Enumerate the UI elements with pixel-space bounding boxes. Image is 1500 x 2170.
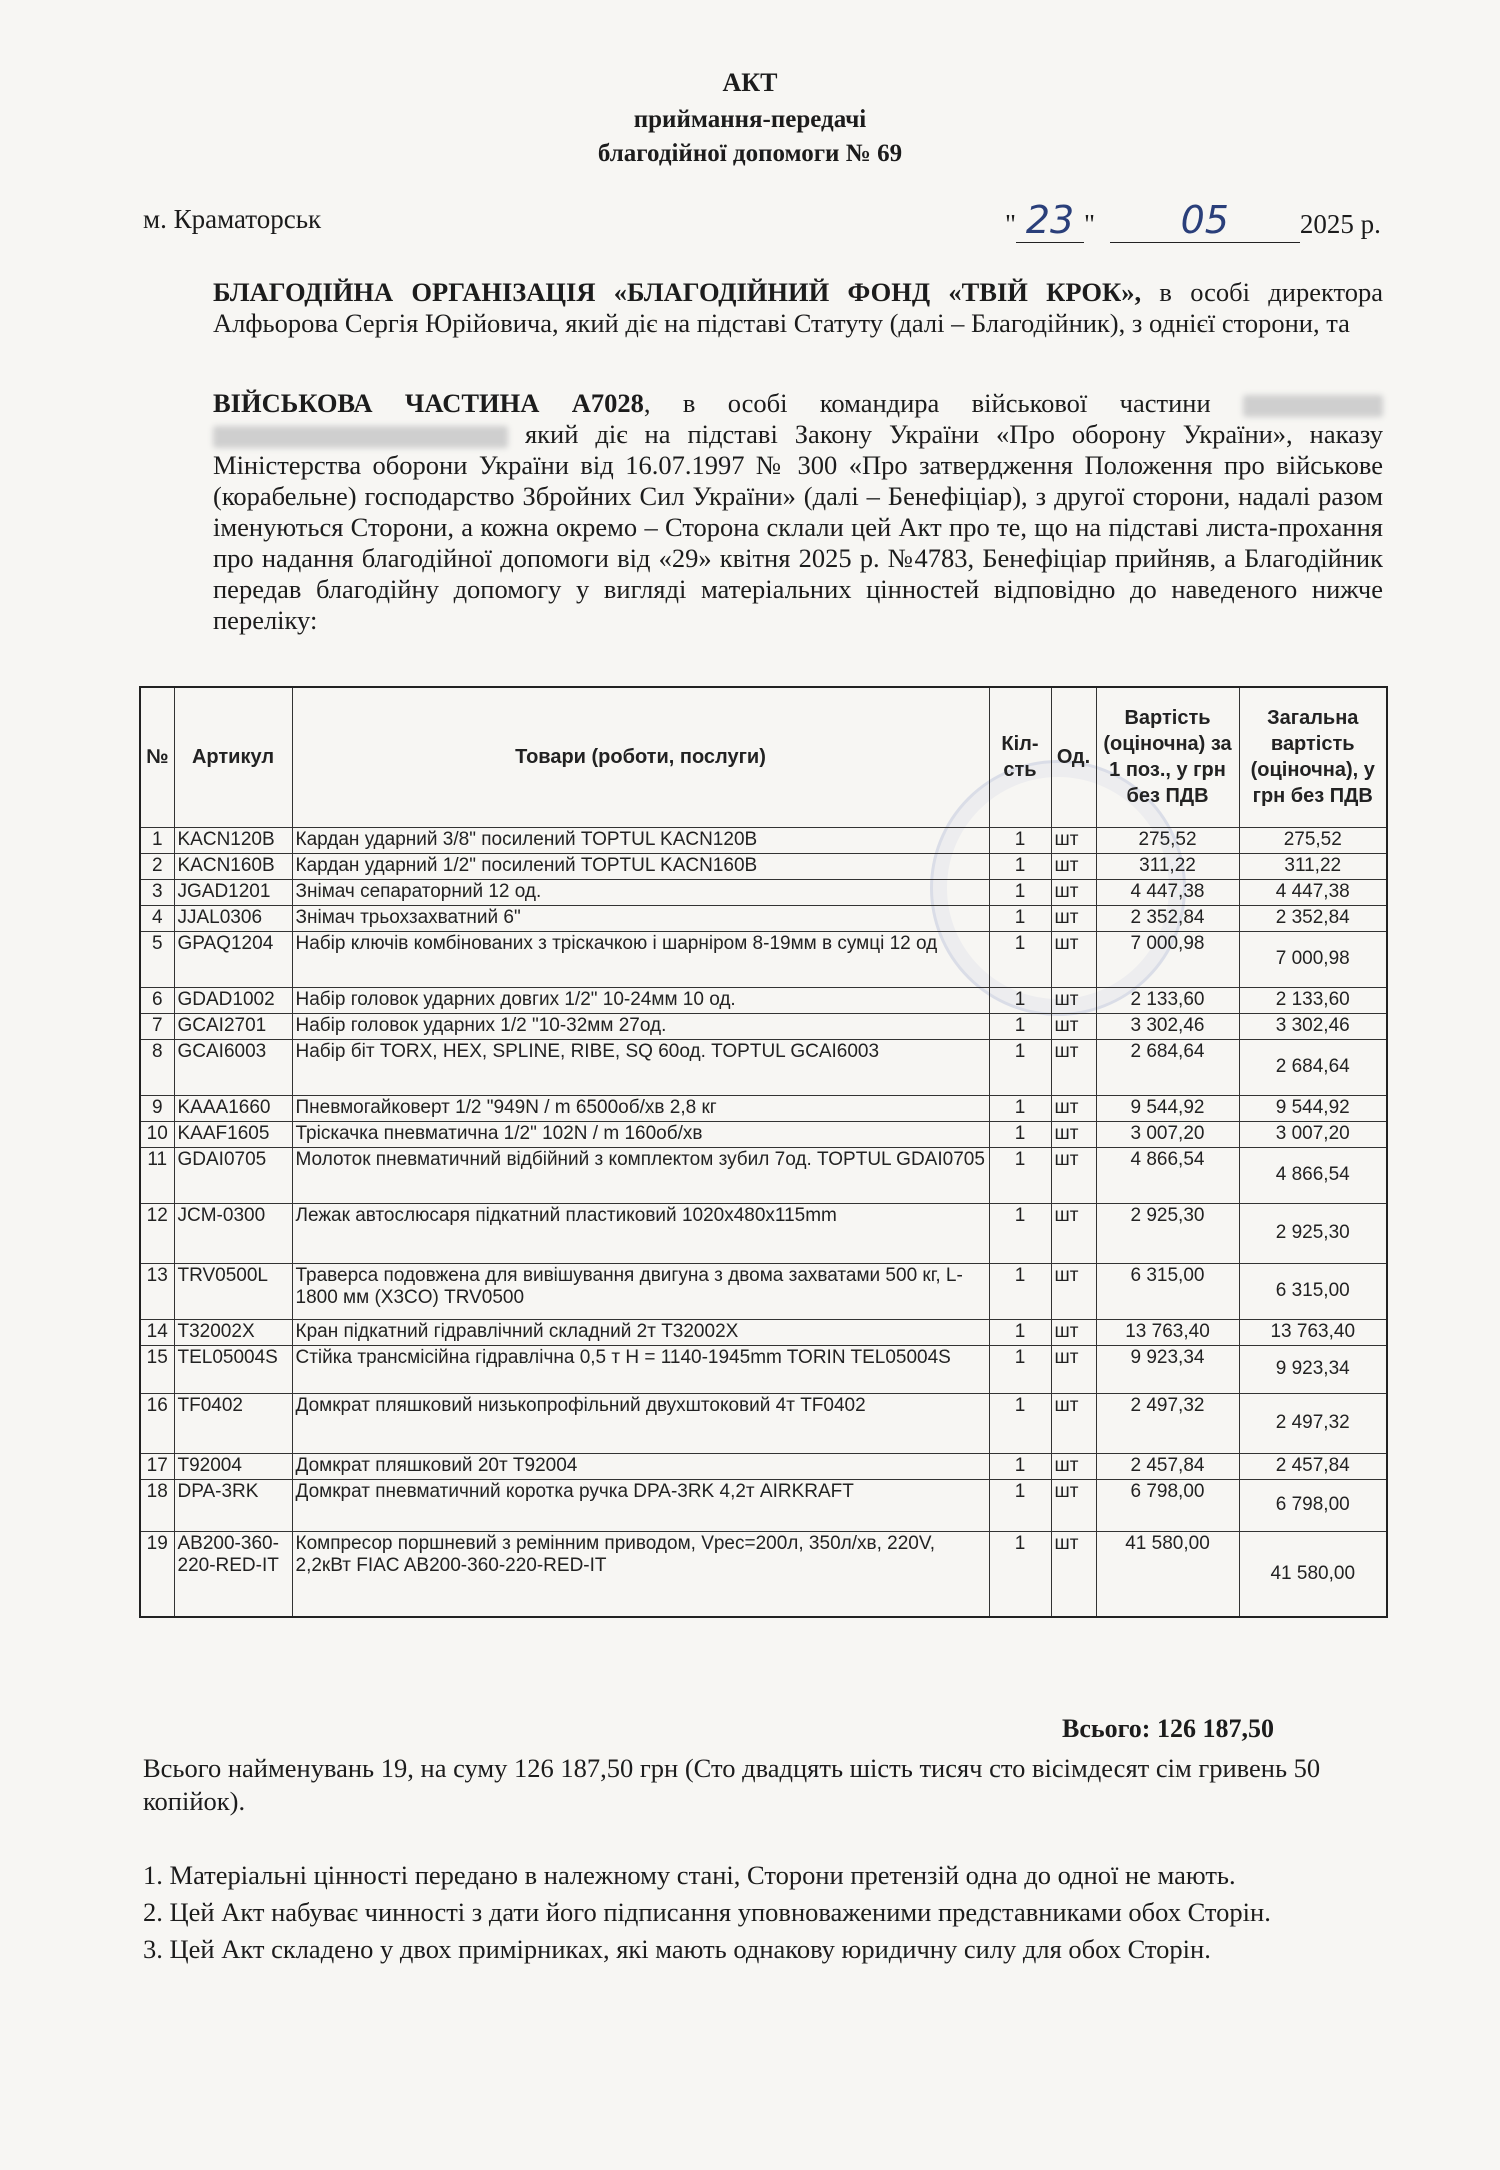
- row-unit: шт: [1051, 1479, 1096, 1531]
- row-goods-name: Набір ключів комбінованих з тріскачкою і шарніром 8-19мм в сумці 12 од: [292, 931, 989, 987]
- table-row: [140, 827, 1387, 853]
- row-qty: 1: [989, 1121, 1051, 1147]
- row-article: AB200-360-220-RED-IT: [174, 1531, 292, 1617]
- row-unit-price: 3 302,46: [1096, 1013, 1239, 1039]
- row-unit: шт: [1051, 931, 1096, 987]
- table-row: [140, 1319, 1387, 1345]
- row-article: T92004: [174, 1453, 292, 1479]
- row-goods-name: Компресор поршневий з ремінним приводом, Vрес=200л, 350л/хв, 220V, 2,2кВт FIAC AB200-360-220-RED-IT: [292, 1531, 989, 1617]
- row-qty: 1: [989, 1393, 1051, 1453]
- row-unit: шт: [1051, 1121, 1096, 1147]
- row-qty: 1: [989, 931, 1051, 987]
- row-goods-name: Лежак автослюсаря підкатний пластиковий 1020х480х115mm: [292, 1203, 989, 1263]
- recipient-text-1: , в особі командира військової частини: [643, 388, 1243, 418]
- row-goods-name: Тріскачка пневматична 1/2" 102N / m 160об/хв: [292, 1121, 989, 1147]
- row-article: JCM-0300: [174, 1203, 292, 1263]
- row-number: 16: [140, 1393, 174, 1453]
- row-goods-name: Домкрат пневматичний коротка ручка DPA-3RK 4,2т AIRKRAFT: [292, 1479, 989, 1531]
- row-total: 275,52: [1239, 827, 1387, 853]
- row-article: GCAI6003: [174, 1039, 292, 1095]
- row-article: GDAD1002: [174, 987, 292, 1013]
- row-article: KAAF1605: [174, 1121, 292, 1147]
- row-qty: 1: [989, 879, 1051, 905]
- row-unit-price: 311,22: [1096, 853, 1239, 879]
- row-goods-name: Стійка трансмісійна гідравлічна 0,5 т H = 1140-1945mm TORIN TEL05004S: [292, 1345, 989, 1393]
- row-total: 311,22: [1239, 853, 1387, 879]
- row-unit: шт: [1051, 1039, 1096, 1095]
- clause-1: 1. Матеріальні цінності передано в належному стані, Сторони претензій одна до одної не мають.: [143, 1860, 1236, 1890]
- date-open-quote: ": [1005, 209, 1017, 239]
- table-row: [140, 1479, 1387, 1531]
- table-row: [140, 1263, 1387, 1319]
- row-goods-name: Набір головок ударних 1/2 "10-32мм 27од.: [292, 1013, 989, 1039]
- row-qty: 1: [989, 905, 1051, 931]
- row-qty: 1: [989, 853, 1051, 879]
- date-day-handwritten: 23: [1025, 198, 1075, 242]
- table-row: [140, 1393, 1387, 1453]
- table-row: [140, 1531, 1387, 1617]
- row-article: GCAI2701: [174, 1013, 292, 1039]
- table-row: [140, 931, 1387, 987]
- row-goods-name: Набір головок ударних довгих 1/2" 10-24мм 10 од.: [292, 987, 989, 1013]
- table-row: [140, 1013, 1387, 1039]
- row-unit-price: 2 133,60: [1096, 987, 1239, 1013]
- table-row: [140, 853, 1387, 879]
- row-total: 9 544,92: [1239, 1095, 1387, 1121]
- goods-table-body: [140, 827, 1387, 1617]
- title-line-1: АКТ: [722, 68, 778, 97]
- row-unit: шт: [1051, 987, 1096, 1013]
- row-article: T32002X: [174, 1319, 292, 1345]
- table-row: [140, 1121, 1387, 1147]
- row-number: 8: [140, 1039, 174, 1095]
- row-goods-name: Домкрат пляшковий 20т T92004: [292, 1453, 989, 1479]
- donor-name: БЛАГОДІЙНА ОРГАНІЗАЦІЯ «БЛАГОДІЙНИЙ ФОНД «ТВІЙ КРОК»,: [213, 277, 1142, 307]
- row-qty: 1: [989, 1531, 1051, 1617]
- col-header-price: Вартість (оціночна) за 1 поз., у грн без ПДВ: [1096, 687, 1239, 827]
- row-unit-price: 7 000,98: [1096, 931, 1239, 987]
- row-total: 6 315,00: [1239, 1263, 1387, 1319]
- row-unit: шт: [1051, 1263, 1096, 1319]
- date-year: 2025 р.: [1299, 209, 1381, 239]
- row-article: KACN120B: [174, 827, 292, 853]
- table-header-row: [140, 687, 1387, 827]
- row-unit-price: 4 866,54: [1096, 1147, 1239, 1203]
- row-unit-price: 9 544,92: [1096, 1095, 1239, 1121]
- row-article: JJAL0306: [174, 905, 292, 931]
- row-unit: шт: [1051, 827, 1096, 853]
- table-row: [140, 1453, 1387, 1479]
- row-unit: шт: [1051, 1203, 1096, 1263]
- recipient-name: ВІЙСЬКОВА ЧАСТИНА А7028: [213, 388, 644, 418]
- row-number: 11: [140, 1147, 174, 1203]
- table-row: [140, 1345, 1387, 1393]
- row-qty: 1: [989, 1203, 1051, 1263]
- row-goods-name: Кран підкатний гідравлічний складний 2т T32002X: [292, 1319, 989, 1345]
- row-number: 9: [140, 1095, 174, 1121]
- row-qty: 1: [989, 1039, 1051, 1095]
- row-goods-name: Пневмогайковерт 1/2 "949N / m 6500об/хв 2,8 кг: [292, 1095, 989, 1121]
- row-number: 3: [140, 879, 174, 905]
- row-total: 9 923,34: [1239, 1345, 1387, 1393]
- row-unit-price: 2 457,84: [1096, 1453, 1239, 1479]
- row-goods-name: Кардан ударний 3/8" посилений TOPTUL KACN120B: [292, 827, 989, 853]
- row-total: 2 457,84: [1239, 1453, 1387, 1479]
- grand-total: Всього: 126 187,50: [1062, 1714, 1274, 1743]
- table-row: [140, 1095, 1387, 1121]
- row-unit: шт: [1051, 1345, 1096, 1393]
- row-unit-price: 275,52: [1096, 827, 1239, 853]
- row-qty: 1: [989, 1095, 1051, 1121]
- col-header-total: Загальна вартість (оціночна), у грн без ПДВ: [1239, 687, 1387, 827]
- row-qty: 1: [989, 1013, 1051, 1039]
- row-unit-price: 9 923,34: [1096, 1345, 1239, 1393]
- row-total: 4 866,54: [1239, 1147, 1387, 1203]
- row-article: TRV0500L: [174, 1263, 292, 1319]
- row-number: 5: [140, 931, 174, 987]
- row-total: 2 133,60: [1239, 987, 1387, 1013]
- row-goods-name: Молоток пневматичний відбійний з комплектом зубил 7од. TOPTUL GDAI0705: [292, 1147, 989, 1203]
- table-row: [140, 1147, 1387, 1203]
- row-unit-price: 2 925,30: [1096, 1203, 1239, 1263]
- row-article: KAAA1660: [174, 1095, 292, 1121]
- row-number: 4: [140, 905, 174, 931]
- row-unit: шт: [1051, 879, 1096, 905]
- row-article: DPA-3RK: [174, 1479, 292, 1531]
- table-row: [140, 879, 1387, 905]
- row-unit-price: 41 580,00: [1096, 1531, 1239, 1617]
- row-total: 7 000,98: [1239, 931, 1387, 987]
- row-unit-price: 6 798,00: [1096, 1479, 1239, 1531]
- table-row: [140, 905, 1387, 931]
- redacted-name-1: [1243, 395, 1383, 417]
- row-total: 2 352,84: [1239, 905, 1387, 931]
- row-number: 17: [140, 1453, 174, 1479]
- col-header-unit: Од.: [1051, 687, 1096, 827]
- row-unit: шт: [1051, 1453, 1096, 1479]
- row-goods-name: Знімач сепараторний 12 од.: [292, 879, 989, 905]
- row-unit-price: 4 447,38: [1096, 879, 1239, 905]
- row-unit-price: 2 352,84: [1096, 905, 1239, 931]
- row-number: 10: [140, 1121, 174, 1147]
- redacted-name-2: [213, 426, 508, 448]
- row-qty: 1: [989, 987, 1051, 1013]
- table-row: [140, 1039, 1387, 1095]
- row-total: 3 007,20: [1239, 1121, 1387, 1147]
- col-header-qty: Кіл-сть: [989, 687, 1051, 827]
- row-total: 13 763,40: [1239, 1319, 1387, 1345]
- place-of-issue: м. Краматорськ: [143, 204, 322, 234]
- row-qty: 1: [989, 1453, 1051, 1479]
- goods-table: [139, 686, 1388, 1618]
- row-unit: шт: [1051, 853, 1096, 879]
- row-article: KACN160B: [174, 853, 292, 879]
- row-number: 7: [140, 1013, 174, 1039]
- col-header-goods: Товари (роботи, послуги): [292, 687, 989, 827]
- row-article: GDAI0705: [174, 1147, 292, 1203]
- date-close-quote: ": [1084, 209, 1096, 239]
- row-total: 4 447,38: [1239, 879, 1387, 905]
- preamble-recipient: [143, 388, 1383, 636]
- clause-2: 2. Цей Акт набуває чинності з дати його підписання уповноваженими представниками обох Сторін.: [143, 1897, 1271, 1927]
- col-header-no: №: [140, 687, 174, 827]
- row-total: 41 580,00: [1239, 1531, 1387, 1617]
- row-number: 14: [140, 1319, 174, 1345]
- row-number: 13: [140, 1263, 174, 1319]
- row-qty: 1: [989, 1319, 1051, 1345]
- row-unit: шт: [1051, 1013, 1096, 1039]
- date-month-handwritten: 05: [1180, 198, 1229, 242]
- row-unit-price: 2 684,64: [1096, 1039, 1239, 1095]
- row-unit-price: 2 497,32: [1096, 1393, 1239, 1453]
- row-goods-name: Траверса подовжена для вивішування двигуна з двома захватами 500 кг, L-1800 мм (X3CO) TRV0500: [292, 1263, 989, 1319]
- row-unit: шт: [1051, 1531, 1096, 1617]
- row-qty: 1: [989, 827, 1051, 853]
- row-article: JGAD1201: [174, 879, 292, 905]
- row-goods-name: Набір біт TORX, HEX, SPLINE, RIBE, SQ 60од. TOPTUL GCAI6003: [292, 1039, 989, 1095]
- summary-text: Всього найменувань 19, на суму 126 187,50 грн (Сто двадцять шість тисяч сто вісімдесят сім гривень 50 копійок).: [143, 1753, 1321, 1816]
- row-unit-price: 6 315,00: [1096, 1263, 1239, 1319]
- row-total: 2 497,32: [1239, 1393, 1387, 1453]
- row-unit: шт: [1051, 1095, 1096, 1121]
- row-total: 6 798,00: [1239, 1479, 1387, 1531]
- row-total: 2 684,64: [1239, 1039, 1387, 1095]
- row-article: GPAQ1204: [174, 931, 292, 987]
- row-qty: 1: [989, 1345, 1051, 1393]
- row-qty: 1: [989, 1263, 1051, 1319]
- clause-3: 3. Цей Акт складено у двох примірниках, які мають однакову юридичну силу для обох Сторін.: [143, 1934, 1211, 1964]
- row-total: 3 302,46: [1239, 1013, 1387, 1039]
- row-unit: шт: [1051, 1147, 1096, 1203]
- donor-text: в особі директора Алфьорова Сергія Юрійовича, який діє на підставі Статуту (далі – Благодійник), з однієї сторони, та: [213, 277, 1383, 338]
- row-article: TF0402: [174, 1393, 292, 1453]
- row-goods-name: Домкрат пляшковий низькопрофільний двухштоковий 4т TF0402: [292, 1393, 989, 1453]
- row-unit: шт: [1051, 905, 1096, 931]
- title-line-2: приймання-передачі: [633, 106, 867, 133]
- table-row: [140, 987, 1387, 1013]
- row-number: 12: [140, 1203, 174, 1263]
- table-row: [140, 1203, 1387, 1263]
- row-number: 2: [140, 853, 174, 879]
- row-qty: 1: [989, 1479, 1051, 1531]
- row-article: TEL05004S: [174, 1345, 292, 1393]
- row-number: 19: [140, 1531, 174, 1617]
- title-line-3: благодійної допомоги № 69: [597, 140, 903, 167]
- row-unit-price: 3 007,20: [1096, 1121, 1239, 1147]
- preamble-donor: [143, 277, 1383, 339]
- document-date: [1005, 198, 1381, 243]
- clauses: [143, 1860, 1388, 1971]
- row-goods-name: Знімач трьохзахватний 6": [292, 905, 989, 931]
- recipient-text-2: який діє на підставі Закону України «Про оборону України», наказу Міністерства оборони України від 16.07.1997 № 300 «Про затвердження Положення про військове (корабельне) господарство Збройних Сил України» (далі – Бенефіціар), з другої сторони, надалі разом іменуються Сторони, а кожна окремо – Сторона склали цей Акт про те, що на підставі листа-прохання про надання благодійної допомоги від «29» квітня 2025 р. №4783, Бенефіціар прийняв, а Благодійник передав благодійну допомогу у вигляді матеріальних цінностей відповідно до наведеного нижче переліку:: [213, 419, 1383, 635]
- col-header-article: Артикул: [174, 687, 292, 827]
- row-number: 1: [140, 827, 174, 853]
- row-number: 15: [140, 1345, 174, 1393]
- row-unit: шт: [1051, 1393, 1096, 1453]
- row-unit: шт: [1051, 1319, 1096, 1345]
- row-number: 6: [140, 987, 174, 1013]
- row-unit-price: 13 763,40: [1096, 1319, 1239, 1345]
- row-goods-name: Кардан ударний 1/2" посилений TOPTUL KACN160B: [292, 853, 989, 879]
- row-total: 2 925,30: [1239, 1203, 1387, 1263]
- row-number: 18: [140, 1479, 174, 1531]
- row-qty: 1: [989, 1147, 1051, 1203]
